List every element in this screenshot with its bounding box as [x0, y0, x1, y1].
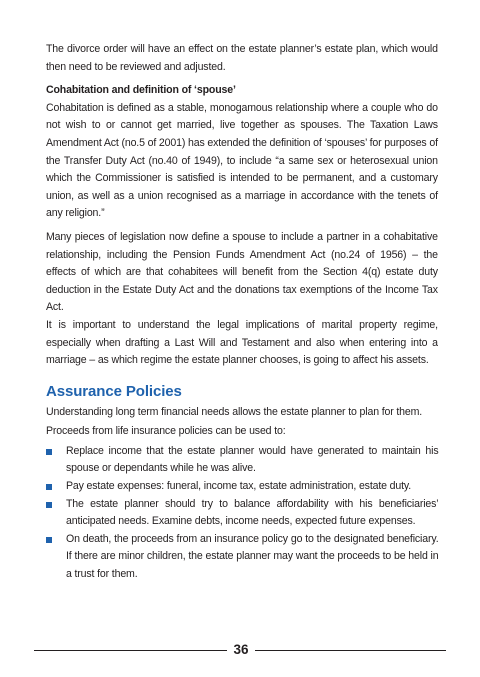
assurance-policies-heading: Assurance Policies	[46, 382, 182, 400]
page-body	[46, 41, 438, 584]
list-item	[46, 443, 438, 478]
square-bullet-icon	[46, 537, 52, 543]
intro-paragraph: The divorce order will have an effect on the estate planner’s estate plan, which would then need to be reviewed and adjusted.	[46, 43, 438, 73]
cohabitation-heading: Cohabitation and definition of ‘spouse’	[46, 84, 236, 97]
square-bullet-icon	[46, 502, 52, 508]
page-footer	[34, 640, 446, 660]
list-item-text: Replace income that the estate planner would have generated to maintain his spouse or dependants while he was alive.	[66, 444, 439, 475]
cohabitation-paragraph-1: Cohabitation is defined as a stable, monogamous relationship where a couple who do not wish to or cannot get married, live together as spouses. The Taxation Laws Amendment Act (no.5 of 2001) has extended the definition of ‘spouses’ for purposes of the Transfer Duty Act (no.40 of 1949), to include “a same sex or heterosexual union which the Commissioner is satisfied is intended to be permanent, and a customary union, as well as a union recognised as a marriage in accordance with the tenets of any religion.”	[46, 101, 438, 220]
footer-rule-right	[255, 650, 446, 651]
cohabitation-paragraph-3: It is important to understand the legal implications of marital property regime, especially when drafting a Last Will and Testament and also when entering into a marriage – as which regime the estate planner chooses, is going to affect his assets.	[46, 318, 438, 367]
assurance-paragraph-1: Understanding long term financial needs allows the estate planner to plan for them.	[46, 405, 423, 418]
square-bullet-icon	[46, 449, 52, 455]
cohabitation-paragraph-2: Many pieces of legislation now define a spouse to include a partner in a cohabitative relationship, including the Pension Funds Amendment Act (no.24 of 1956) – the effects of which are that cohabitees will benefit from the Section 4(q) estate duty deduction in the Estate Duty Act and the donations tax exemptions of the Income Tax Act.	[46, 230, 438, 314]
square-bullet-icon	[46, 484, 52, 490]
page-number: 36	[233, 642, 249, 657]
assurance-bullet-list	[46, 443, 438, 584]
list-item-text: The estate planner should try to balance affordability with his beneficiaries’ anticipated needs. Examine debts, income needs, expected future expenses.	[66, 497, 439, 528]
list-item	[46, 496, 438, 531]
assurance-paragraph-2: Proceeds from life insurance policies can be used to:	[46, 425, 286, 438]
list-item-text: Pay estate expenses: funeral, income tax, estate administration, estate duty.	[66, 480, 412, 493]
list-item	[46, 478, 438, 496]
list-item	[46, 531, 438, 584]
footer-rule-left	[34, 650, 227, 651]
list-item-text: On death, the proceeds from an insurance policy go to the designated beneficiary. If there are minor children, the estate planner may want the proceeds to be held in a trust for them.	[66, 532, 439, 581]
